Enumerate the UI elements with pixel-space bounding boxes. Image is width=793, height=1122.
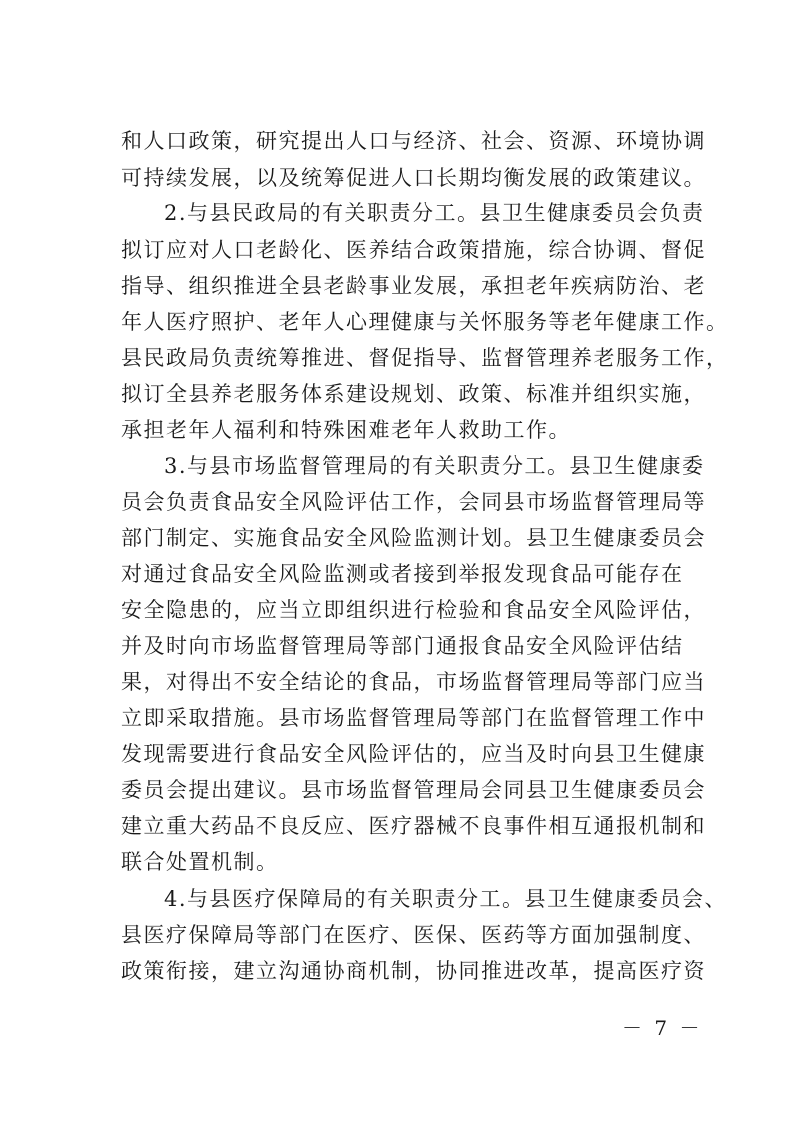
text-line: 指导、组织推进全县老龄事业发展，承担老年疾病防治、老 — [121, 274, 706, 298]
text-line: 2.与县民政局的有关职责分工。县卫生健康委员会负责 — [164, 201, 705, 225]
text-line: 拟订应对人口老龄化、医养结合政策措施，综合协调、督促 — [121, 238, 706, 262]
text-line: 可持续发展，以及统筹促进人口长期均衡发展的政策建议。 — [121, 166, 706, 190]
page-number: － 7 － — [622, 1016, 703, 1040]
text-line: 立即采取措施。县市场监督管理局等部门在监督管理工作中 — [121, 706, 706, 730]
text-line: 年人医疗照护、老年人心理健康与关怀服务等老年健康工作。 — [121, 310, 729, 334]
text-line: 4.与县医疗保障局的有关职责分工。县卫生健康委员会、 — [164, 887, 728, 911]
text-line: 联合处置机制。 — [121, 850, 279, 874]
text-line: 发现需要进行食品安全风险评估的，应当及时向县卫生健康 — [121, 742, 706, 766]
text-line: 并及时向市场监督管理局等部门通报食品安全风险评估结 — [121, 634, 684, 658]
text-line: 拟订全县养老服务体系建设规划、政策、标准并组织实施， — [121, 382, 706, 406]
text-line: 部门制定、实施食品安全风险监测计划。县卫生健康委员会 — [121, 526, 706, 550]
text-line: 建立重大药品不良反应、医疗器械不良事件相互通报机制和 — [121, 814, 706, 838]
text-line: 政策衔接，建立沟通协商机制，协同推进改革，提高医疗资 — [121, 959, 706, 983]
text-line: 3.与县市场监督管理局的有关职责分工。县卫生健康委 — [164, 454, 705, 478]
text-line: 县医疗保障局等部门在医疗、医保、医药等方面加强制度、 — [121, 923, 706, 947]
text-line: 果，对得出不安全结论的食品，市场监督管理局等部门应当 — [121, 670, 706, 694]
text-line: 员会负责食品安全风险评估工作，会同县市场监督管理局等 — [121, 490, 706, 514]
text-line: 县民政局负责统筹推进、督促指导、监督管理养老服务工作， — [121, 346, 729, 370]
text-line: 承担老年人福利和特殊困难老年人救助工作。 — [121, 418, 571, 442]
text-line: 和人口政策，研究提出人口与经济、社会、资源、环境协调 — [121, 129, 706, 153]
text-line: 委员会提出建议。县市场监督管理局会同县卫生健康委员会 — [121, 778, 706, 802]
text-line: 安全隐患的，应当立即组织进行检验和食品安全风险评估， — [121, 598, 706, 622]
text-line: 对通过食品安全风险监测或者接到举报发现食品可能存在 — [121, 562, 684, 586]
